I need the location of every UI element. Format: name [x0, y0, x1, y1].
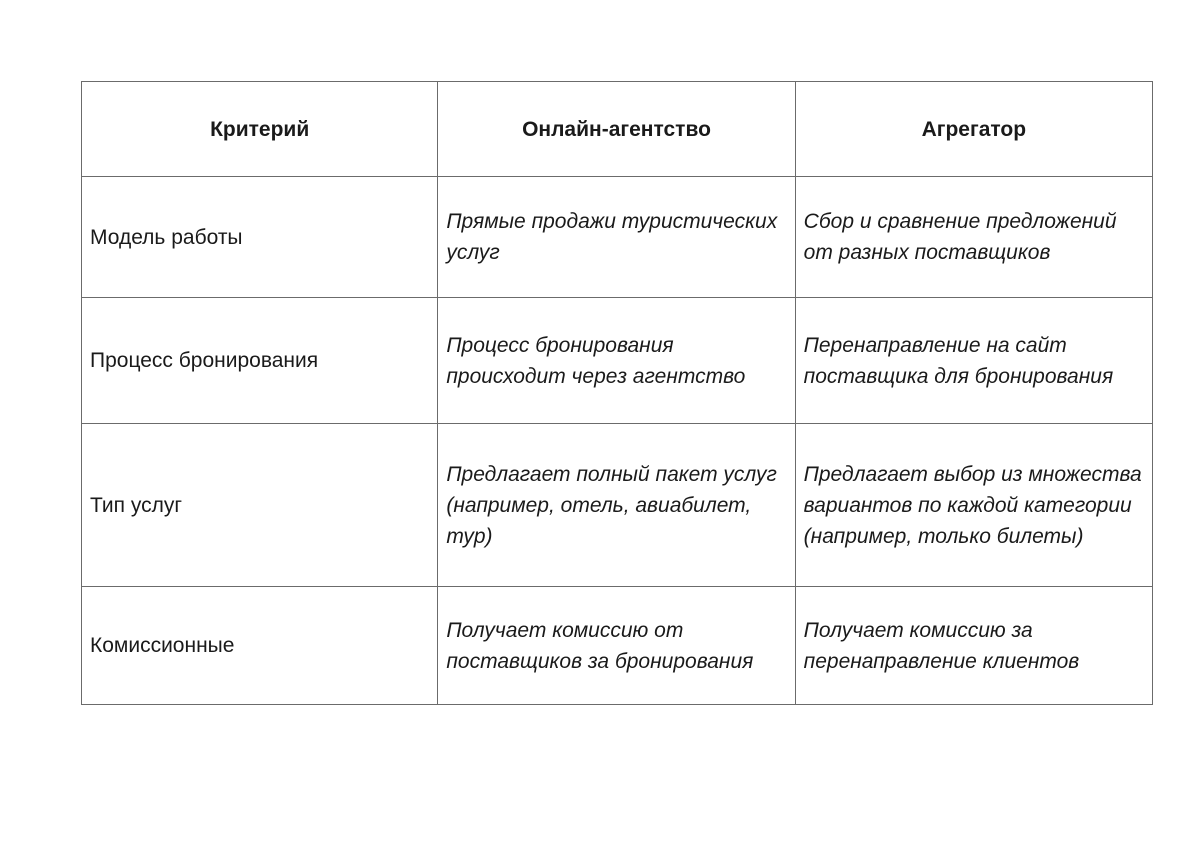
table-row	[82, 177, 1153, 298]
agency-cell: Прямые продажи туристических услуг	[438, 177, 795, 298]
table-row	[82, 298, 1153, 424]
table-row	[82, 587, 1153, 705]
criterion-cell: Модель работы	[82, 177, 438, 298]
agency-cell: Процесс бронирования происходит через агентство	[438, 298, 795, 424]
header-aggregator: Агрегатор	[795, 82, 1152, 177]
aggregator-cell: Получает комиссию за перенаправление клиентов	[795, 587, 1152, 705]
aggregator-cell: Сбор и сравнение предложений от разных поставщиков	[795, 177, 1152, 298]
aggregator-cell: Перенаправление на сайт поставщика для бронирования	[795, 298, 1152, 424]
table-row	[82, 424, 1153, 587]
agency-cell: Получает комиссию от поставщиков за бронирования	[438, 587, 795, 705]
criterion-cell: Процесс бронирования	[82, 298, 438, 424]
aggregator-cell: Предлагает выбор из множества вариантов по каждой категории (например, только билеты)	[795, 424, 1152, 587]
comparison-table	[81, 81, 1153, 705]
agency-cell: Предлагает полный пакет услуг (например, отель, авиабилет, тур)	[438, 424, 795, 587]
header-online-agency: Онлайн-агентство	[438, 82, 795, 177]
criterion-cell: Комиссионные	[82, 587, 438, 705]
table-header-row	[82, 82, 1153, 177]
criterion-cell: Тип услуг	[82, 424, 438, 587]
header-criterion: Критерий	[82, 82, 438, 177]
